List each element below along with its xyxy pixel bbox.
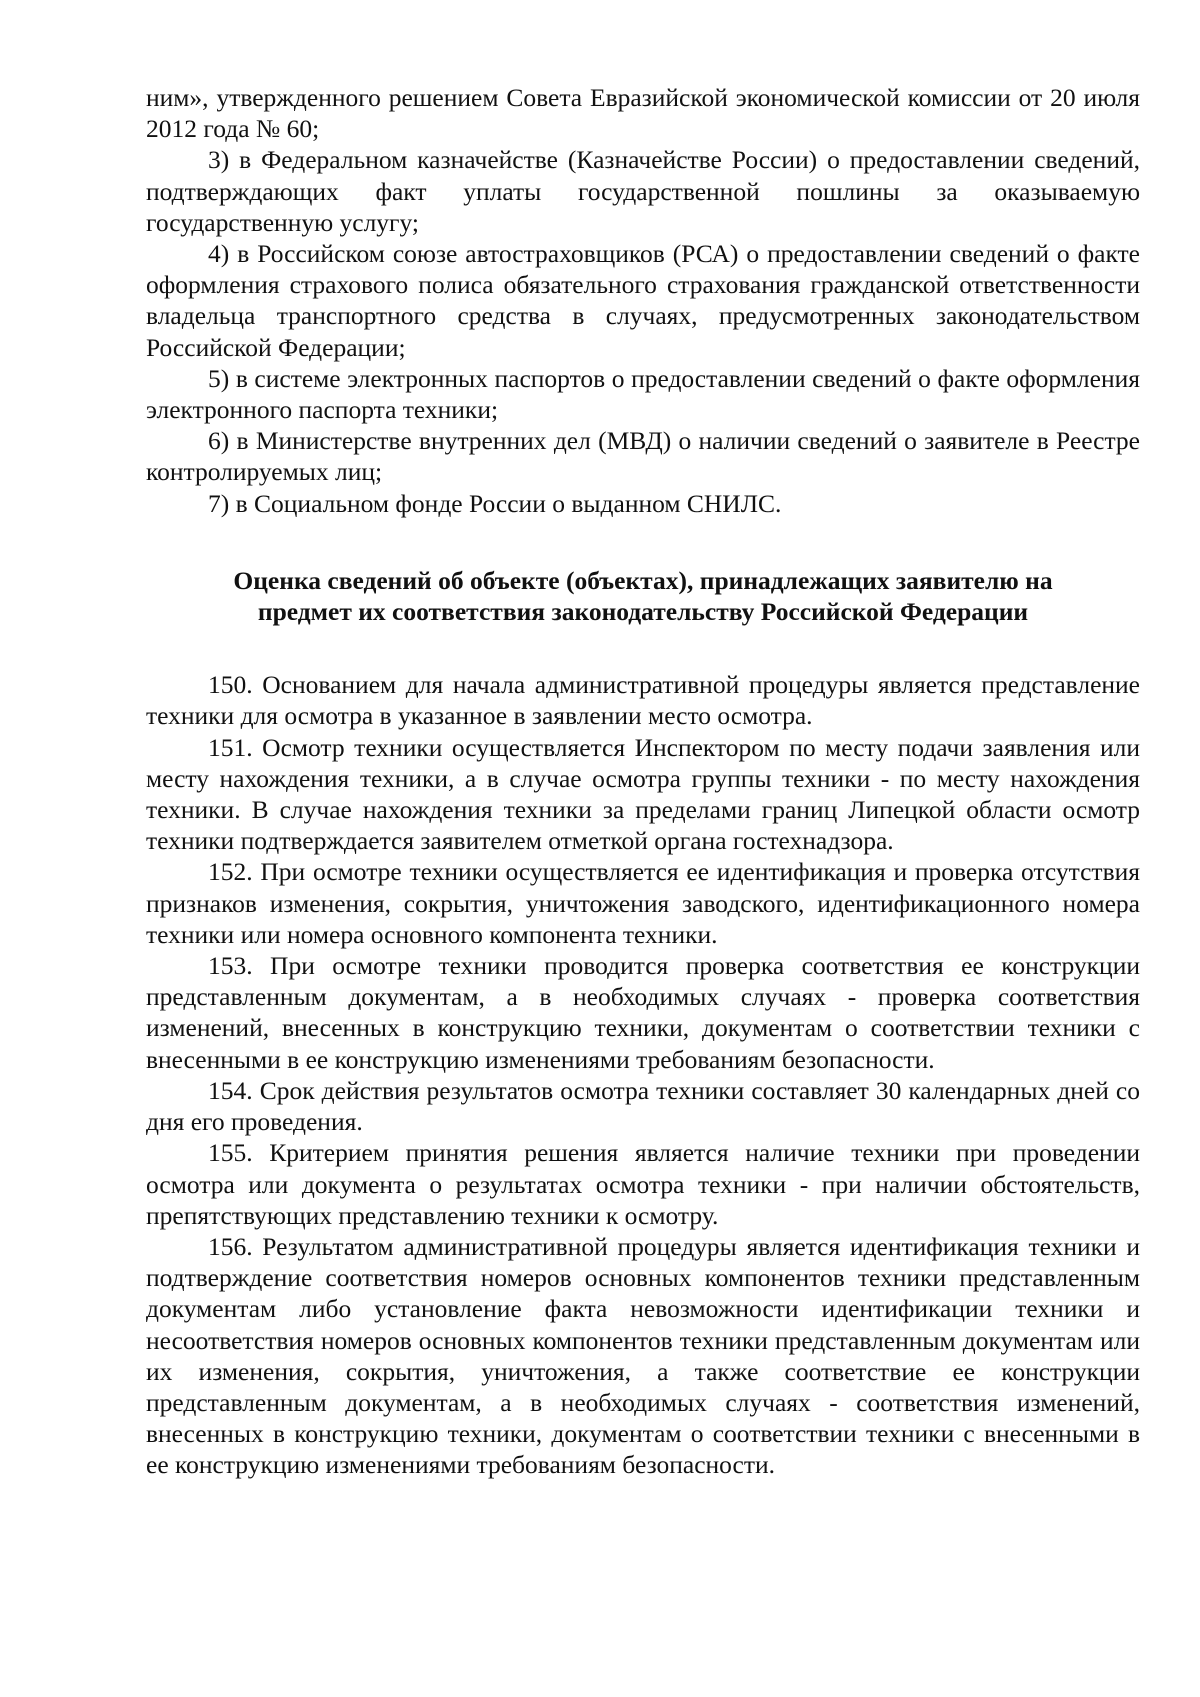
list-item-7: 7) в Социальном фонде России о выданном СНИЛС. <box>208 488 782 518</box>
document-page <box>146 82 1140 1481</box>
paragraph-156: 156. Результатом административной процедуры является идентификация техники и подтверждение соответствия номеров основных компонентов техники представленным документам либо установление факта невозможности идентификации техники и несоответствия номеров основных компонентов техники представленным документам или их изменения, сокрытия, уничтожения, а также соответствие ее конструкции представленным документам, а в необходимых случаях - соответствия изменений, внесенных в конструкцию техники, документам о соответствии техники с внесенными в ее конструкцию изменениями требованиям безопасности. <box>146 1231 1140 1480</box>
paragraph-150: 150. Основанием для начала административной процедуры является представление техники для осмотра в указанное в заявлении место осмотра. <box>146 670 1140 731</box>
list-item-6: 6) в Министерстве внутренних дел (МВД) о наличии сведений о заявителе в Реестре контролируемых лиц; <box>146 426 1140 487</box>
section-heading-line-2: предмет их соответствия законодательству Российской Федерации <box>257 597 1029 627</box>
paragraph-154: 154. Срок действия результатов осмотра техники составляет 30 календарных дней со дня его проведения. <box>146 1075 1140 1137</box>
list-item-4: 4) в Российском союзе автостраховщиков (РСА) о предоставлении сведений о факте оформления страхового полиса обязательного страхования гражданской ответственности владельца транспортного средства в случаях, предусмотренных законодательством Российской Федерации; <box>146 239 1140 362</box>
paragraph-152: 152. При осмотре техники осуществляется ее идентификация и проверка отсутствия признаков изменения, сокрытия, уничтожения заводского, идентификационного номера техники или номера основного компонента техники. <box>146 857 1140 949</box>
paragraph-151: 151. Осмотр техники осуществляется Инспектором по месту подачи заявления или месту нахождения техники, а в случае осмотра группы техники - по месту нахождения техники. В случае нахождения техники за пределами границ Липецкой области осмотр техники подтверждается заявителем отметкой органа гостехнадзора. <box>146 732 1140 856</box>
intro-paragraph-continuation: ним», утвержденного решением Совета Евразийской экономической комиссии от 20 июля 2012 года № 60; <box>146 83 1140 144</box>
section-heading-line-1: Оценка сведений об объекте (объектах), принадлежащих заявителю на <box>233 565 1053 595</box>
list-item-3: 3) в Федеральном казначействе (Казначействе России) о предоставлении сведений, подтверждающих факт уплаты государственной пошлины за оказываемую государственную услугу; <box>146 145 1140 237</box>
paragraph-155: 155. Критерием принятия решения является наличие техники при проведении осмотра или документа о результатах осмотра техники - при наличии обстоятельств, препятствующих представлению техники к осмотру. <box>146 1138 1140 1230</box>
list-item-5: 5) в системе электронных паспортов о предоставлении сведений о факте оформления электронного паспорта техники; <box>146 363 1140 425</box>
section-heading <box>166 565 1120 627</box>
paragraph-153: 153. При осмотре техники проводится проверка соответствия ее конструкции представленным документам, а в необходимых случаях - проверка соответствия изменений, внесенных в конструкцию техники, документам о соответствии техники с внесенными в ее конструкцию изменениями требованиям безопасности. <box>146 951 1140 1074</box>
